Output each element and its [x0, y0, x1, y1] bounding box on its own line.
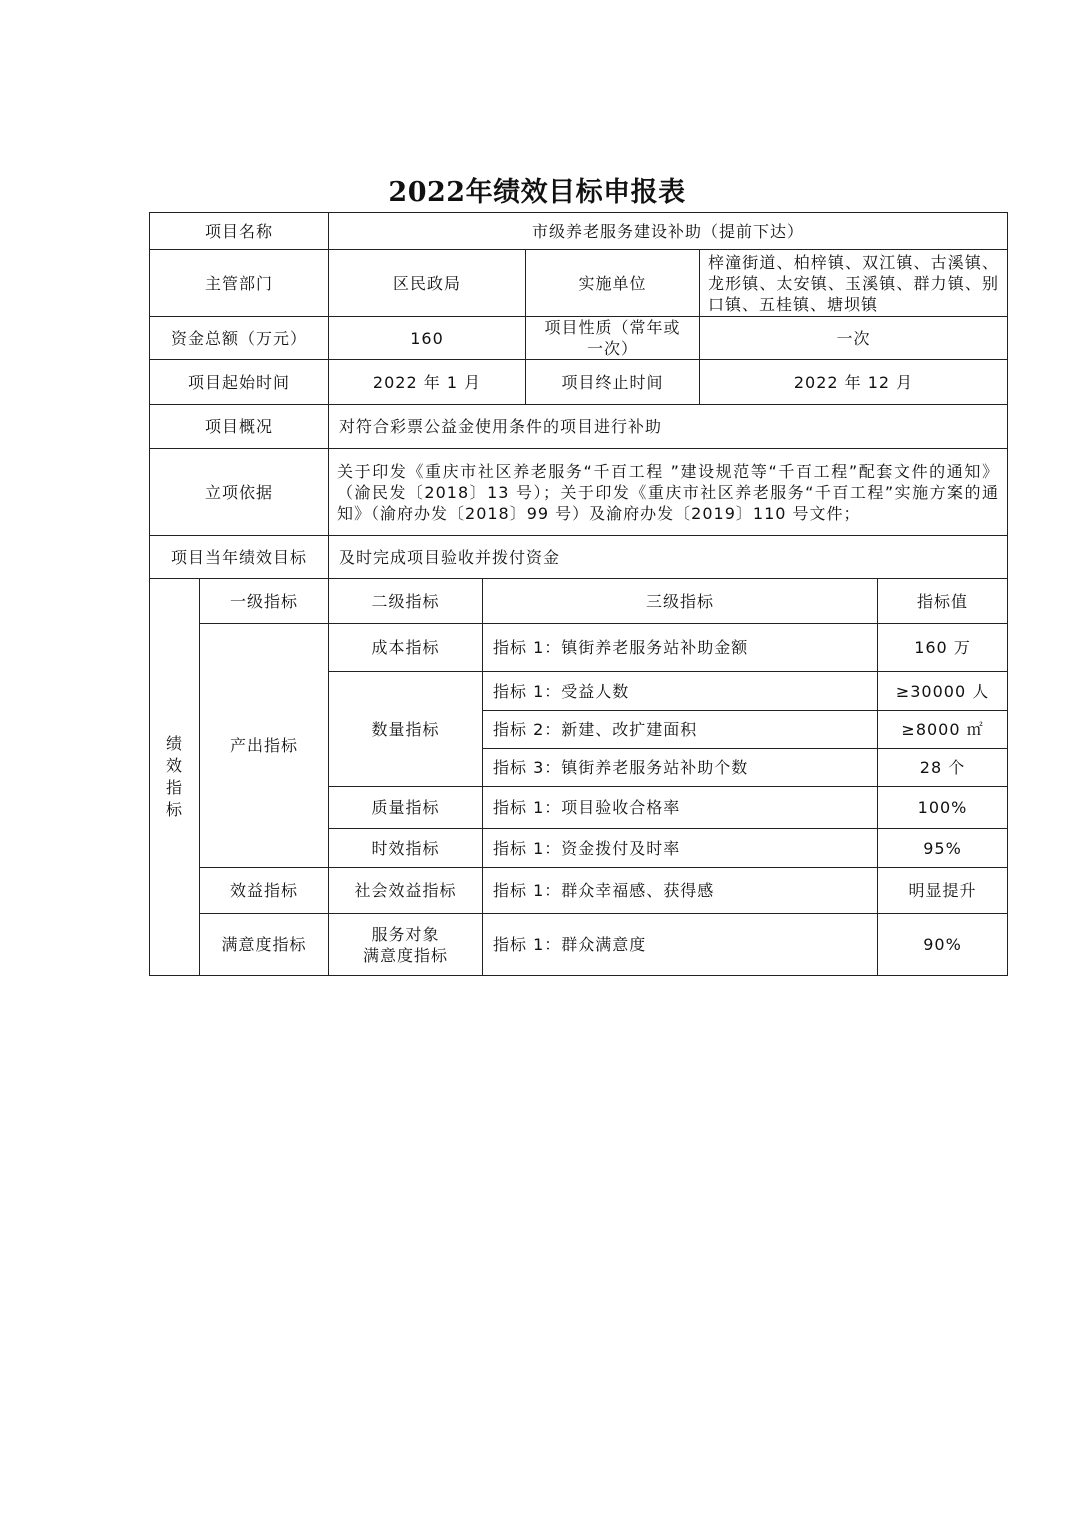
project-name-value: 市级养老服务建设补助（提前下达） — [329, 213, 1008, 250]
row-goal — [150, 536, 1008, 579]
row-cost — [150, 624, 1008, 672]
quantity-indicator-label: 数量指标 — [329, 672, 483, 787]
service-satisfaction-line1: 服务对象 — [371, 924, 440, 944]
impl-unit-label: 实施单位 — [526, 250, 700, 317]
social-benefit-indicator-1-value: 明显提升 — [878, 868, 1008, 914]
dept-value: 区民政局 — [329, 250, 526, 317]
overview-value: 对符合彩票公益金使用条件的项目进行补助 — [329, 405, 1008, 449]
goal-label: 项目当年绩效目标 — [150, 536, 329, 579]
header-level1: 一级指标 — [200, 579, 329, 624]
timeliness-indicator-label: 时效指标 — [329, 829, 483, 868]
quality-indicator-label: 质量指标 — [329, 787, 483, 829]
nature-value: 一次 — [700, 317, 1008, 360]
row-period — [150, 360, 1008, 405]
project-name-label: 项目名称 — [150, 213, 329, 250]
service-satisfaction-line2: 满意度指标 — [363, 945, 449, 965]
cost-indicator-1-value: 160 万 — [878, 624, 1008, 672]
quantity-indicator-3: 指标 3：镇街养老服务站补助个数 — [483, 749, 878, 787]
performance-target-form — [149, 212, 1008, 976]
cost-indicator-1: 指标 1：镇街养老服务站补助金额 — [483, 624, 878, 672]
basis-label: 立项依据 — [150, 449, 329, 536]
quality-indicator-1: 指标 1：项目验收合格率 — [483, 787, 878, 829]
benefit-indicator-label: 效益指标 — [200, 868, 329, 914]
social-benefit-indicator-1: 指标 1：群众幸福感、获得感 — [483, 868, 878, 914]
page-title: 2022年绩效目标申报表 — [388, 177, 686, 208]
row-overview — [150, 405, 1008, 449]
basis-value: 关于印发《重庆市社区养老服务“千百工程 ”建设规范等“千百工程”配套文件的通知》（渝民发〔2018〕13 号）；关于印发《重庆市社区养老服务“千百工程”实施方案的通知》（渝府办发〔2018〕99 号）及渝府办发〔2019〕110 号文件； — [329, 449, 1008, 536]
row-benefit — [150, 868, 1008, 914]
row-project-name — [150, 213, 1008, 250]
cost-indicator-label: 成本指标 — [329, 624, 483, 672]
satisfaction-indicator-1-value: 90% — [878, 914, 1008, 976]
quality-indicator-1-value: 100% — [878, 787, 1008, 829]
row-basis — [150, 449, 1008, 536]
satisfaction-indicator-1: 指标 1：群众满意度 — [483, 914, 878, 976]
row-department — [150, 250, 1008, 317]
end-time-label: 项目终止时间 — [526, 360, 700, 405]
header-level3: 三级指标 — [483, 579, 878, 624]
start-time-value: 2022 年 1 月 — [329, 360, 526, 405]
impl-unit-value: 梓潼街道、柏梓镇、双江镇、古溪镇、龙形镇、太安镇、玉溪镇、群力镇、别口镇、五桂镇、塘坝镇 — [700, 250, 1008, 317]
quantity-indicator-2-value: ≥8000 ㎡ — [878, 711, 1008, 749]
quantity-indicator-2: 指标 2：新建、改扩建面积 — [483, 711, 878, 749]
end-time-value: 2022 年 12 月 — [700, 360, 1008, 405]
satisfaction-indicator-label: 满意度指标 — [200, 914, 329, 976]
timeliness-indicator-1-value: 95% — [878, 829, 1008, 868]
funds-value: 160 — [329, 317, 526, 360]
overview-label: 项目概况 — [150, 405, 329, 449]
service-satisfaction-label — [329, 914, 483, 976]
header-value: 指标值 — [878, 579, 1008, 624]
row-satisfaction — [150, 914, 1008, 976]
social-benefit-label: 社会效益指标 — [329, 868, 483, 914]
funds-label: 资金总额（万元） — [150, 317, 329, 360]
timeliness-indicator-1: 指标 1：资金拨付及时率 — [483, 829, 878, 868]
indicators-section-text: 绩效指标 — [165, 734, 183, 819]
quantity-indicator-1-value: ≥30000 人 — [878, 672, 1008, 711]
row-funds — [150, 317, 1008, 360]
dept-label: 主管部门 — [150, 250, 329, 317]
goal-value: 及时完成项目验收并拨付资金 — [329, 536, 1008, 579]
header-level2: 二级指标 — [329, 579, 483, 624]
start-time-label: 项目起始时间 — [150, 360, 329, 405]
quantity-indicator-3-value: 28 个 — [878, 749, 1008, 787]
nature-label: 项目性质（常年或一次） — [526, 317, 700, 360]
quantity-indicator-1: 指标 1：受益人数 — [483, 672, 878, 711]
output-indicator-label: 产出指标 — [200, 624, 329, 868]
row-indicator-headers — [150, 579, 1008, 624]
indicators-section-label — [150, 579, 200, 976]
